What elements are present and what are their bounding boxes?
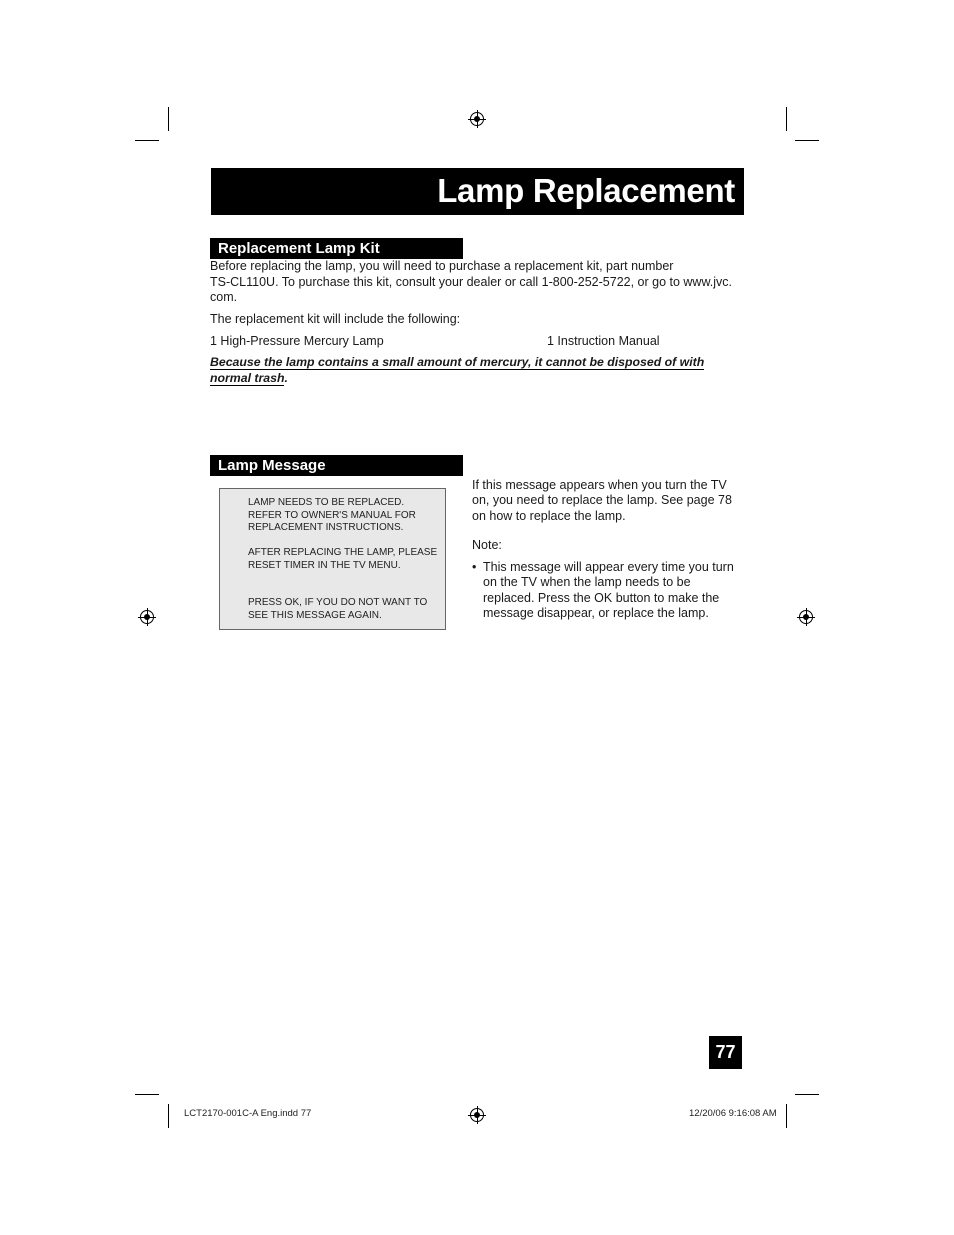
lamp-message-screen	[219, 488, 446, 630]
crop-mark	[786, 107, 787, 131]
kit-intro-line: TS-CL110U. To purchase this kit, consult your dealer or call 1-800-252-5722, or go to www.jvc.	[210, 275, 733, 289]
mercury-warning	[210, 355, 730, 386]
warning-line: Because the lamp contains a small amount of mercury, it cannot be disposed of with	[210, 355, 705, 369]
message-section-heading: Lamp Message	[210, 455, 463, 476]
crop-mark	[135, 1094, 159, 1095]
message-text: PRESS OK, IF YOU DO NOT WANT TO SEE THIS MESSAGE AGAIN.	[248, 597, 428, 621]
registration-mark-icon	[470, 1108, 484, 1122]
bullet-icon: •	[472, 560, 477, 574]
footer-timestamp: 12/20/06 9:16:08 AM	[689, 1108, 777, 1119]
kit-section-heading: Replacement Lamp Kit	[210, 238, 463, 259]
crop-mark	[795, 140, 819, 141]
kit-item-lamp: 1 High-Pressure Mercury Lamp	[210, 334, 384, 348]
warning-line: normal trash	[210, 370, 285, 385]
warning-period: .	[284, 370, 288, 385]
kit-includes-text: The replacement kit will include the following:	[210, 312, 461, 326]
kit-item-manual: 1 Instruction Manual	[547, 334, 660, 348]
page-title: Lamp Replacement	[437, 172, 735, 209]
kit-intro-line: Before replacing the lamp, you will need to purchase a replacement kit, part number	[210, 259, 674, 273]
page-number: 77	[709, 1036, 742, 1069]
kit-intro-line: com.	[210, 290, 238, 304]
message-text: LAMP NEEDS TO BE REPLACED. REFER TO OWNER'S MANUAL FOR REPLACEMENT INSTRUCTIONS.	[248, 497, 416, 534]
message-text: AFTER REPLACING THE LAMP, PLEASE RESET TIMER IN THE TV MENU.	[248, 547, 438, 571]
crop-mark	[795, 1094, 819, 1095]
crop-mark	[168, 107, 169, 131]
crop-mark	[168, 1104, 169, 1128]
registration-mark-icon	[470, 112, 484, 126]
note-label: Note:	[472, 538, 502, 552]
note-bullet-item	[472, 560, 737, 621]
registration-mark-icon	[799, 610, 813, 624]
registration-mark-icon	[140, 610, 154, 624]
footer-filename: LCT2170-001C-A Eng.indd 77	[184, 1108, 312, 1119]
crop-mark	[135, 140, 159, 141]
message-description: If this message appears when you turn the TV on, you need to replace the lamp. See page 78 on how to replace the lamp.	[472, 478, 732, 523]
crop-mark	[786, 1104, 787, 1128]
page-title-bar	[211, 168, 744, 215]
note-bullet-text: This message will appear every time you turn on the TV when the lamp needs to be replaced. Press the OK button to make the message disappear, or replace the lamp.	[483, 560, 734, 620]
